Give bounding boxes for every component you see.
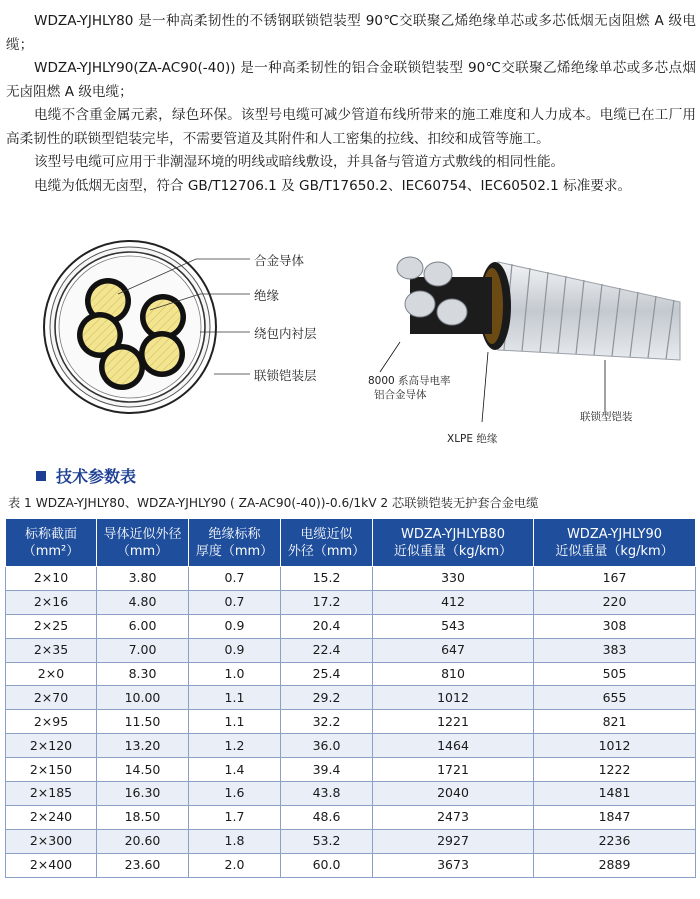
table-cell: 2×240 [6,805,97,829]
section-heading [36,464,136,487]
table-row [6,638,696,662]
table-cell: 2040 [373,782,534,806]
photo-label-conductor [368,374,451,402]
col-header-line: 外径（mm） [287,543,366,559]
table-cell: 2×150 [6,758,97,782]
cable-figure [0,232,700,462]
table-row [6,758,696,782]
table-cell: 1.6 [189,782,281,806]
table-cell: 20.60 [97,829,189,853]
table-cell: 1721 [373,758,534,782]
table-row [6,829,696,853]
label-insulation: 绝缘 [254,288,280,303]
table-cell: 167 [534,567,696,591]
table-cell: 1.1 [189,686,281,710]
table-cell: 2889 [534,853,696,877]
table-cell: 308 [534,614,696,638]
table-cell: 60.0 [281,853,373,877]
table-cell: 505 [534,662,696,686]
table-cell: 1.0 [189,662,281,686]
photo-label-conductor-line2: 铝合金导体 [374,389,427,401]
table-cell: 2×25 [6,614,97,638]
table-cell: 0.7 [189,567,281,591]
table-cell: 2473 [373,805,534,829]
col-header-line: 标称截面 [24,526,77,542]
col-header-line: 绝缘标称 [208,526,261,542]
table-cell: 20.4 [281,614,373,638]
table-row [6,686,696,710]
table-row [6,853,696,877]
table-cell: 2×95 [6,710,97,734]
table-cell: 1.1 [189,710,281,734]
table-body [6,567,696,878]
col-header-line: 近似重量（kg/km） [393,543,513,559]
col-header-line: （mm²） [22,543,80,559]
intro-paragraph-3: 电缆不含重金属元素，绿色环保。该型号电缆可减少管道布线所带来的施工难度和人力成本。电缆已在工厂用高柔韧性的联锁型铠装完毕，不需要管道及其附件和人工密集的拉线、扣绞和成管等施工。 [6,107,696,147]
table-cell: 18.50 [97,805,189,829]
col-header-weight-80 [373,519,534,567]
table-cell: 2×300 [6,829,97,853]
table-cell: 1464 [373,734,534,758]
table-cell: 53.2 [281,829,373,853]
spec-table [5,518,696,878]
table-cell: 43.8 [281,782,373,806]
table-cell: 1.4 [189,758,281,782]
table-cell: 220 [534,590,696,614]
cross-section [44,241,216,413]
intro-paragraph-1: WDZA-YJHLY80 是一种高柔韧性的不锈钢联锁铠装型 90℃交联聚乙烯绝缘单芯或多芯低烟无卤阻燃 A 级电缆； [6,13,696,53]
table-cell: 1.7 [189,805,281,829]
table-caption: 表 1 WDZA-YJHLY80、WDZA-YJHLY90 ( ZA-AC90(-40))-0.6/1kV 2 芯联锁铠装无护套合金电缆 [8,496,539,510]
table-cell: 0.9 [189,638,281,662]
square-bullet-icon [36,471,46,481]
table-cell: 2236 [534,829,696,853]
table-cell: 2.0 [189,853,281,877]
intro-paragraph-2: WDZA-YJHLY90(ZA-AC90(-40)) 是一种高柔韧性的铝合金联锁铠装型 90℃交联聚乙烯绝缘单芯或多芯点烟无卤阻燃 A 级电缆； [6,60,696,100]
table-row [6,590,696,614]
table-cell: 821 [534,710,696,734]
table-cell: 2×70 [6,686,97,710]
intro-text [6,10,696,198]
col-header-conductor-diameter [97,519,189,567]
table-cell: 11.50 [97,710,189,734]
table-cell: 23.60 [97,853,189,877]
table-cell: 655 [534,686,696,710]
table-cell: 3673 [373,853,534,877]
table-cell: 2×16 [6,590,97,614]
col-header-section [6,519,97,567]
table-cell: 1012 [373,686,534,710]
table-cell: 36.0 [281,734,373,758]
table-cell: 39.4 [281,758,373,782]
table-cell: 6.00 [97,614,189,638]
label-armor: 联锁铠装层 [254,368,317,383]
table-cell: 1481 [534,782,696,806]
table-cell: 1.2 [189,734,281,758]
table-cell: 647 [373,638,534,662]
col-header-line: 近似重量（kg/km） [555,543,674,559]
table-cell: 2×400 [6,853,97,877]
table-row [6,782,696,806]
table-cell: 29.2 [281,686,373,710]
table-cell: 17.2 [281,590,373,614]
table-cell: 32.2 [281,710,373,734]
cable-cross-section-diagram [0,232,700,462]
photo-label-armor: 联锁型铠装 [580,411,633,423]
intro-paragraph-4: 该型号电缆可应用于非潮湿环境的明线或暗线敷设，并具备与管道方式敷线的相同性能。 [34,154,565,170]
table-cell: 2×120 [6,734,97,758]
table-cell: 1.8 [189,829,281,853]
section-title: 技术参数表 [56,467,137,486]
col-header-line: WDZA-YJHLY90 [566,526,663,542]
table-row [6,805,696,829]
col-header-weight-90 [534,519,696,567]
table-cell: 7.00 [97,638,189,662]
table-cell: 13.20 [97,734,189,758]
table-cell: 14.50 [97,758,189,782]
table-cell: 4.80 [97,590,189,614]
table-cell: 412 [373,590,534,614]
table-cell: 2×0 [6,662,97,686]
table-cell: 48.6 [281,805,373,829]
col-header-line: 导体近似外径 [103,526,182,542]
table-cell: 3.80 [97,567,189,591]
table-cell: 16.30 [97,782,189,806]
col-header-insulation-thickness [189,519,281,567]
table-cell: 1221 [373,710,534,734]
table-row [6,662,696,686]
col-header-line: （mm） [116,543,169,559]
label-inner-sheath: 绕包内衬层 [254,326,317,341]
table-cell: 330 [373,567,534,591]
table-row [6,734,696,758]
table-cell: 2×35 [6,638,97,662]
photo-label-xlpe: XLPE 绝缘 [447,433,498,445]
table-cell: 1222 [534,758,696,782]
col-header-cable-diameter [281,519,373,567]
table-cell: 543 [373,614,534,638]
table-cell: 810 [373,662,534,686]
table-cell: 1847 [534,805,696,829]
intro-paragraph-5: 电缆为低烟无卤型，符合 GB/T12706.1 及 GB/T17650.2、IEC60754、IEC60502.1 标准要求。 [34,177,632,194]
table-cell: 2×185 [6,782,97,806]
table-cell: 10.00 [97,686,189,710]
table-row [6,614,696,638]
photo-label-conductor-line1: 8000 系高导电率 [368,375,451,387]
col-header-line: 电缆近似 [300,526,353,542]
table-row [6,567,696,591]
table-cell: 0.9 [189,614,281,638]
table-cell: 2927 [373,829,534,853]
col-header-line: WDZA-YJHLYB80 [401,526,505,542]
table-cell: 22.4 [281,638,373,662]
label-conductor: 合金导体 [254,253,305,268]
table-cell: 25.4 [281,662,373,686]
table-cell: 8.30 [97,662,189,686]
table-cell: 0.7 [189,590,281,614]
table-cell: 383 [534,638,696,662]
table-cell: 15.2 [281,567,373,591]
col-header-line: 厚度（mm） [195,543,274,559]
table-row [6,710,696,734]
table-cell: 2×10 [6,567,97,591]
table-header-row [6,519,696,567]
table-cell: 1012 [534,734,696,758]
